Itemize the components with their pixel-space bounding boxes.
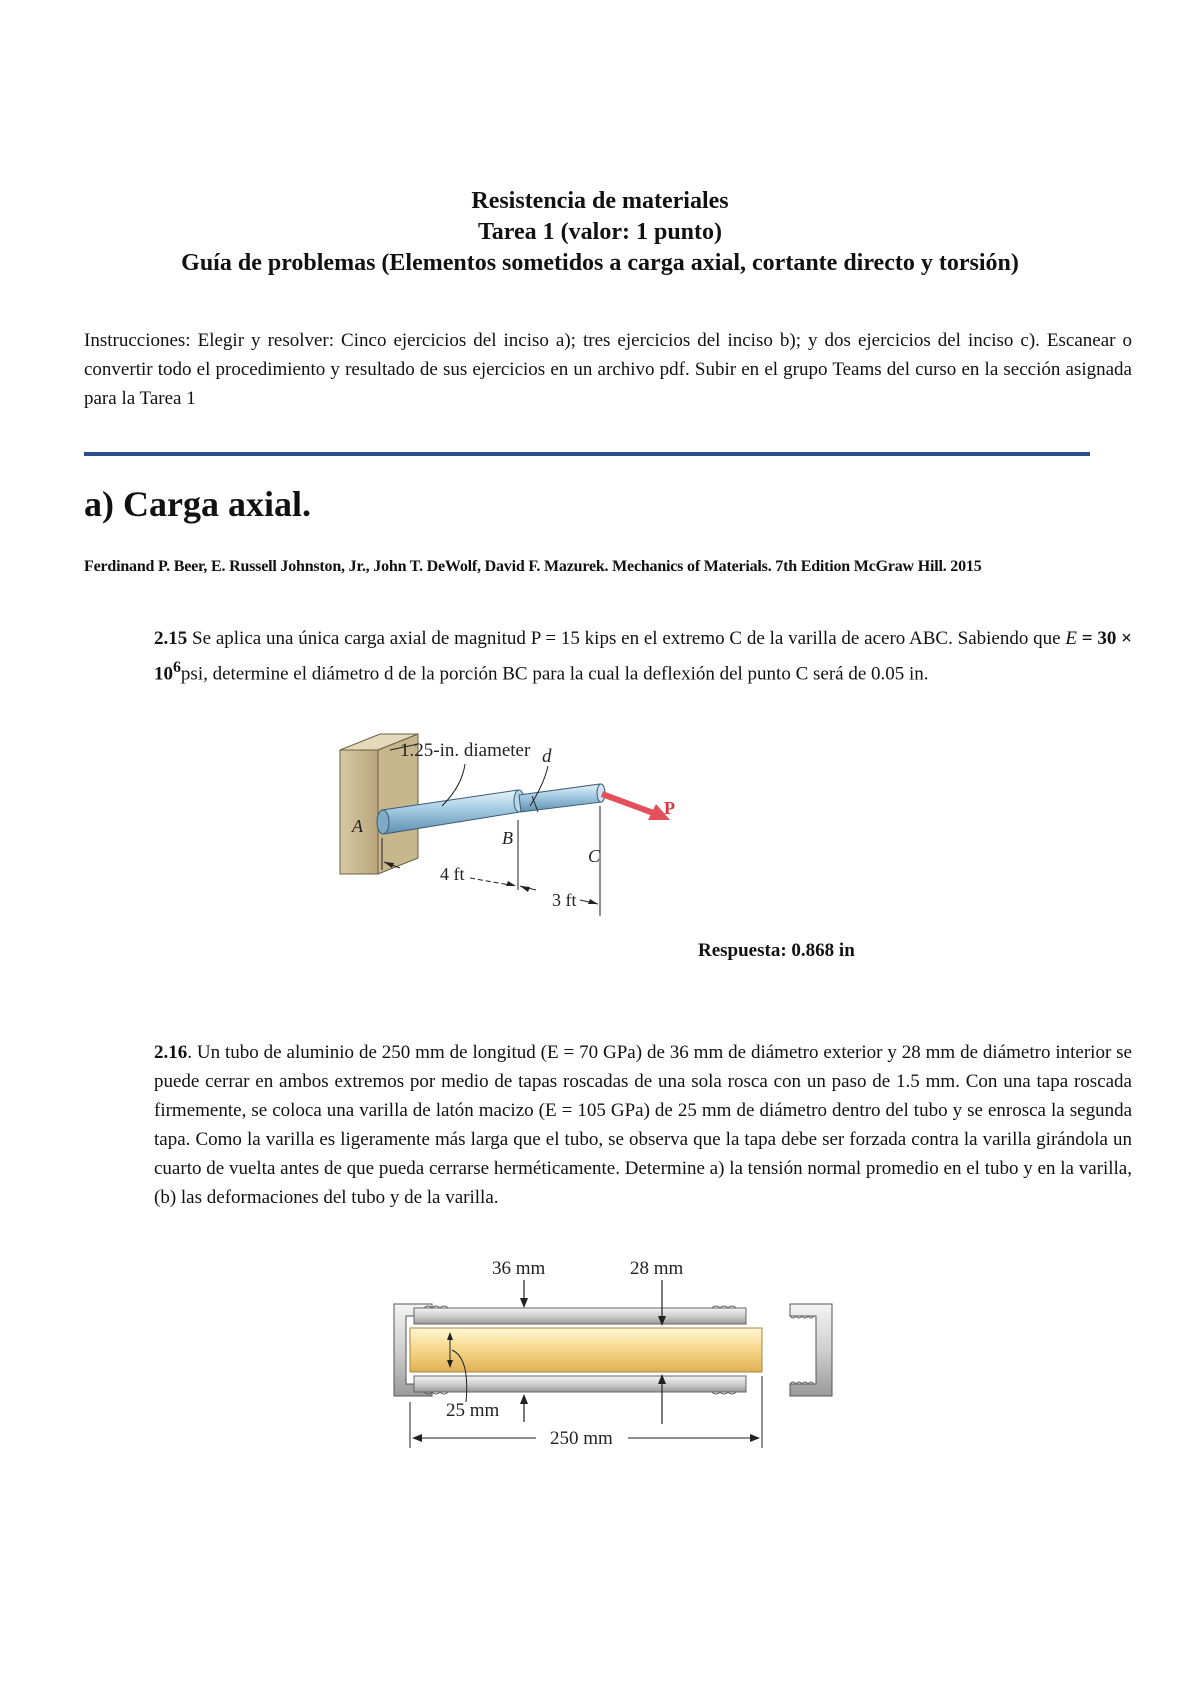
label-diameter: 1.25-in. diameter	[400, 740, 531, 761]
label-25mm: 25 mm	[446, 1400, 500, 1421]
label-a: A	[352, 816, 363, 836]
label-36mm: 36 mm	[492, 1258, 546, 1279]
instructions-paragraph: Instrucciones: Elegir y resolver: Cinco ejercicios del inciso a); tres ejercicios del inciso b); y dos ejercicios del inciso c). Escanear o convertir todo el procedimiento y resultado de sus ejercicios en un archivo pdf. Subir en el grupo Teams del curso en la sección asignada para la Tarea 1	[84, 330, 1132, 409]
label-4ft: 4 ft	[440, 864, 465, 884]
label-c: C	[588, 846, 601, 866]
problem-text-cont: psi, determine el diámetro d de la porción BC para la cual la deflexión del punto C será de 0.05 in.	[180, 663, 929, 685]
horizontal-divider	[84, 452, 1090, 456]
label-250mm: 250 mm	[550, 1428, 613, 1449]
figure-2-16	[384, 1252, 844, 1452]
modulus-exponent: 6	[173, 659, 181, 676]
document-title: Resistencia de materiales	[471, 188, 729, 214]
answer-2-15: Respuesta: 0.868 in	[698, 940, 855, 961]
problem-text: . Un tubo de aluminio de 250 mm de longitud (E = 70 GPa) de 36 mm de diámetro exterior y 28 mm de diámetro interior se puede cerrar en ambos extremos por medio de tapas roscadas de una sola rosca con un paso de 1.5 mm. Con una tapa roscada firmemente, se coloca una varilla de latón macizo (E = 105 GPa) de 25 mm de diámetro dentro del tubo y se enrosca la segunda tapa. Como la varilla es ligeramente más larga que el tubo, se observa que la tapa debe ser forzada contra la varilla girándola un cuarto de vuelta antes de que pueda cerrarse herméticamente. Determine a) la tensión normal promedio en el tubo y en la varilla, (b) las deformaciones del tubo y de la varilla.	[154, 1042, 1132, 1208]
label-3ft: 3 ft	[552, 890, 577, 910]
modulus-variable: E	[1065, 628, 1077, 649]
section-heading: a) Carga axial.	[84, 484, 311, 524]
label-28mm: 28 mm	[630, 1258, 684, 1279]
label-p: P	[664, 798, 675, 818]
book-reference: Ferdinand P. Beer, E. Russell Johnston, Jr., John T. DeWolf, David F. Mazurek. Mechanics of Materials. 7th Edition McGraw Hill. 2015	[84, 558, 982, 575]
problem-number: 2.15	[154, 628, 188, 649]
brass-rod	[410, 1328, 762, 1372]
problem-text: Se aplica una única carga axial de magnitud P = 15 kips en el extremo C de la varilla de acero ABC. Sabiendo que	[187, 628, 1066, 649]
right-end-cap	[790, 1304, 832, 1396]
label-d: d	[542, 746, 552, 767]
load-arrow-p	[602, 794, 670, 820]
rod-bc	[519, 784, 605, 812]
label-b: B	[502, 828, 513, 848]
problem-2-16	[154, 1038, 1132, 1212]
problem-2-15	[154, 624, 1132, 688]
document-guide-title: Guía de problemas (Elementos sometidos a carga axial, cortante directo y torsión)	[181, 250, 1019, 276]
problem-number: 2.16	[154, 1042, 188, 1063]
modulus-equation: = 30 × 10	[154, 628, 1132, 685]
figure-2-15	[330, 720, 710, 960]
document-subtitle: Tarea 1 (valor: 1 punto)	[477, 219, 722, 245]
title-block	[0, 186, 1200, 279]
